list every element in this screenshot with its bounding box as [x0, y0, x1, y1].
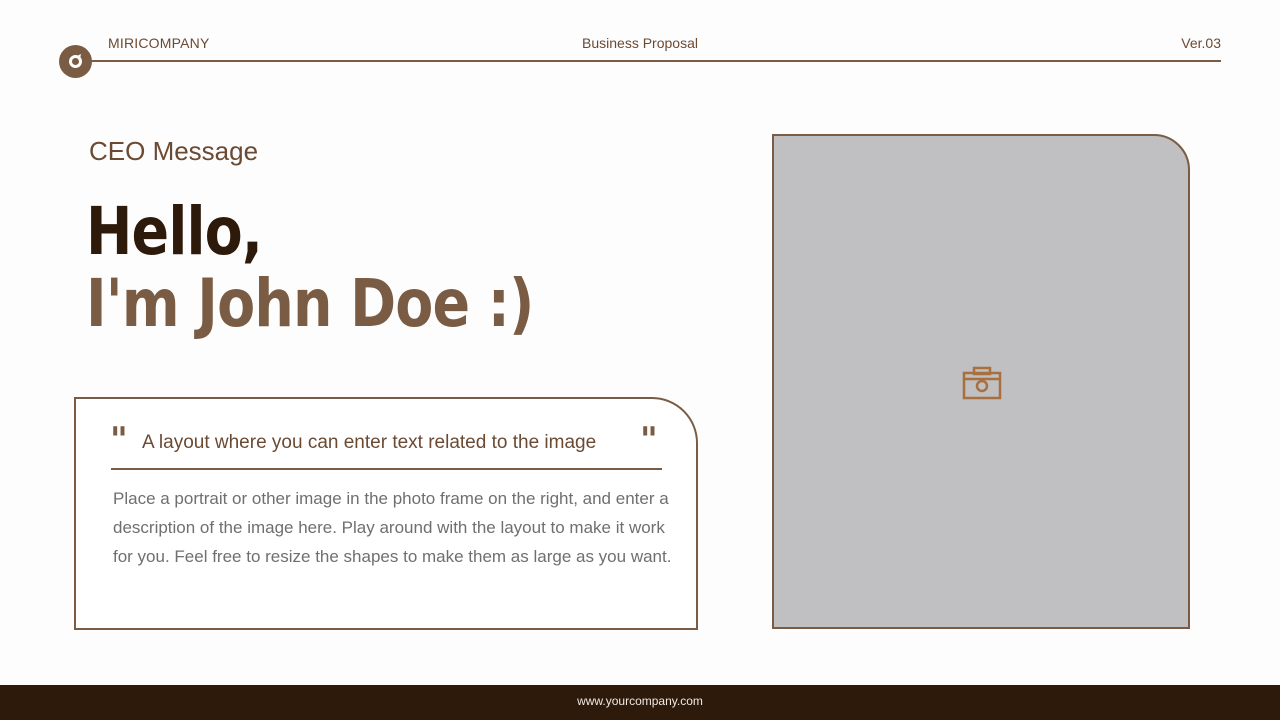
quote-title: A layout where you can enter text related to the image — [142, 432, 597, 453]
photo-frame[interactable] — [772, 134, 1190, 629]
quote-card — [74, 397, 698, 630]
footer-url[interactable]: www.yourcompany.com — [577, 694, 703, 708]
headline — [86, 193, 534, 342]
close-quote-mark: " — [640, 420, 658, 460]
open-quote-mark: " — [110, 420, 128, 460]
company-name: MIRICOMPANY — [108, 35, 210, 51]
camera-icon[interactable] — [962, 366, 1002, 400]
document-title: Business Proposal — [582, 35, 698, 51]
quote-body: Place a portrait or other image in the photo frame on the right, and enter a description of the image here. Play around with the layout to make it work for you. Feel free to resize the shapes to make them as large as you want. — [113, 489, 672, 566]
section-label: CEO Message — [89, 136, 259, 166]
header-rule — [75, 60, 1221, 62]
logo-icon — [59, 45, 92, 78]
headline-line-1: Hello, — [86, 193, 263, 270]
version-label: Ver.03 — [1181, 35, 1221, 51]
quote-divider — [111, 468, 662, 470]
footer-bar — [0, 685, 1280, 720]
headline-line-2: I'm John Doe :) — [86, 265, 534, 342]
